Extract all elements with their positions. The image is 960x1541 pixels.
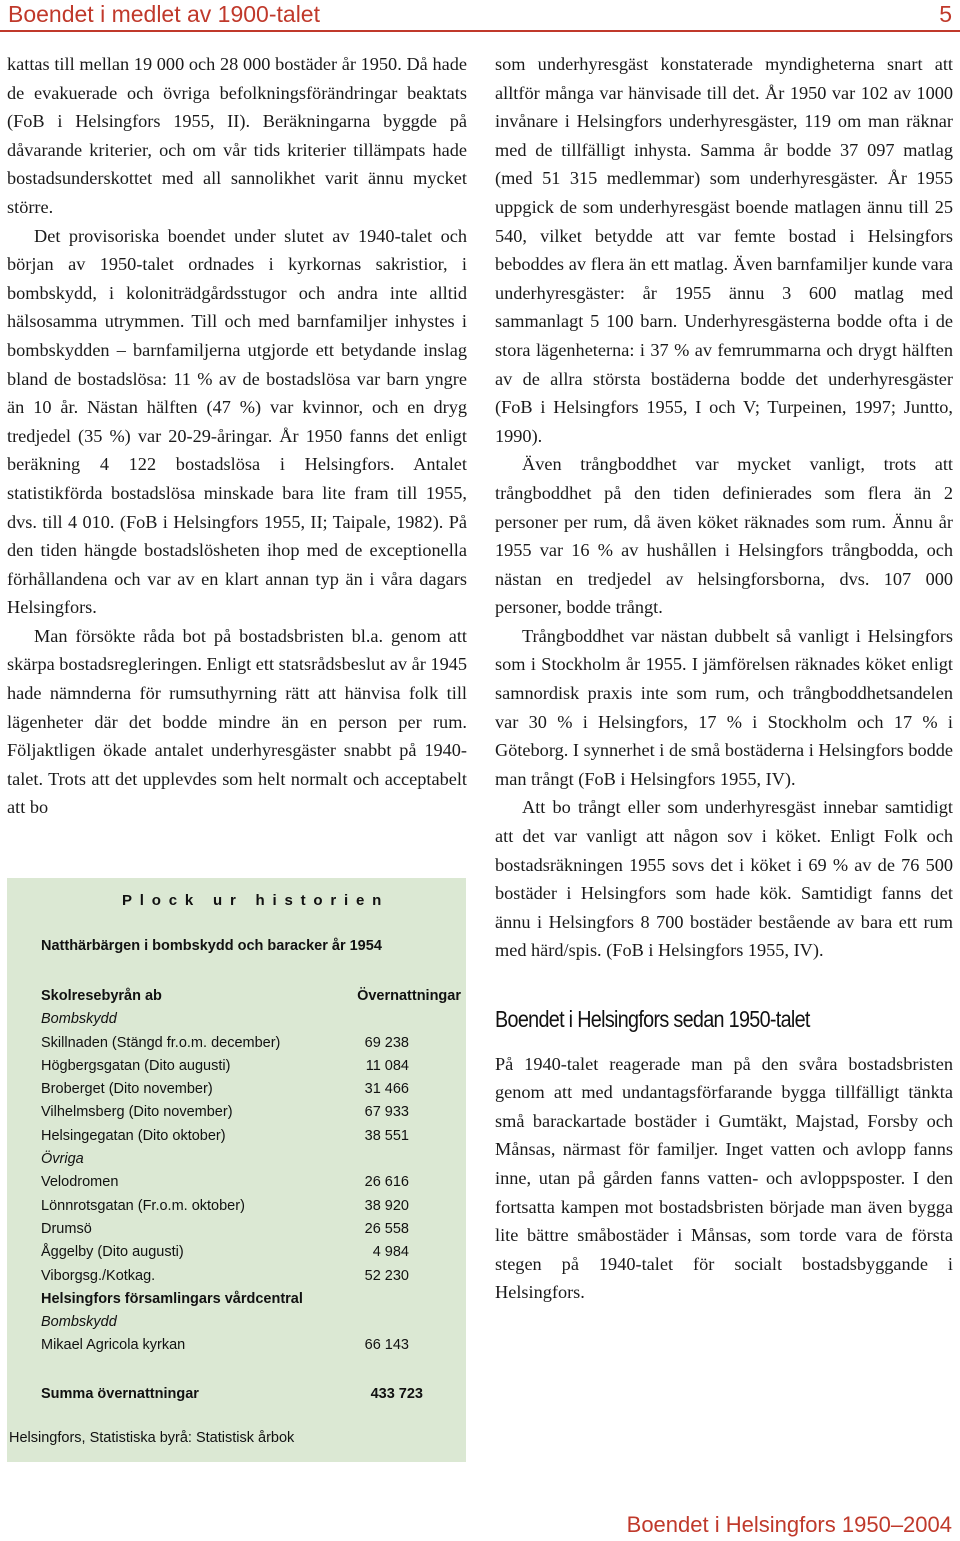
row-value: 52 230 bbox=[364, 1267, 409, 1284]
table-row bbox=[41, 1148, 461, 1171]
sidebar-title: Plock ur historien bbox=[122, 892, 390, 909]
row-label: Mikael Agricola kyrkan bbox=[41, 1337, 186, 1354]
sidebar-source: Helsingfors, Statistiska byrå: Statistisk årbok bbox=[9, 1430, 295, 1446]
row-value: 38 920 bbox=[364, 1197, 409, 1214]
paragraph: kattas till mellan 19 000 och 28 000 bostäder år 1950. Då hade de evakuerade och övriga befolkningsförändringar beaktats (FoB i Helsingfors 1955, II). Beräkningarna byggde på dåvarande kriterier, och om vår tids kriterier tillämpats hade bostadsunderskottet med all sannolikhet varit ännu mycket större. bbox=[7, 54, 467, 217]
row-label: Åggelby (Dito augusti) bbox=[41, 1244, 184, 1261]
table-row bbox=[41, 1101, 461, 1124]
paragraph: Även trångboddhet var mycket vanligt, trots att trångboddhet på den tiden definierades som flera än 2 personer per rum, då även köket räknades som rum. Ännu år 1955 var 16 % av hushållen i Helsingfors trångbodda, och nästan en tredjedel av helsingforsborna, dvs. 107 000 personer, bodde trångt. bbox=[495, 454, 953, 618]
row-label: Skillnaden (Stängd fr.o.m. december) bbox=[41, 1034, 281, 1051]
row-value: 11 084 bbox=[365, 1057, 409, 1074]
total-value: 433 723 bbox=[370, 1386, 423, 1402]
table-row bbox=[41, 1008, 461, 1031]
row-label: Broberget (Dito november) bbox=[41, 1081, 213, 1098]
left-column bbox=[7, 50, 467, 822]
row-value: 66 143 bbox=[364, 1337, 409, 1354]
row-value: 67 933 bbox=[364, 1104, 409, 1121]
table-row bbox=[41, 1032, 461, 1055]
table-header-value: Övernattningar bbox=[357, 988, 461, 1004]
row-label: Helsingegatan (Dito oktober) bbox=[41, 1127, 226, 1144]
paragraph: Det provisoriska boendet under slutet av 1940-talet och början av 1950-talet ordnades i kyrkornas sakristior, i bombskydd, i koloniträdgårdsstugor och andra inte alltid hälsosamma utrymmen. Till och med barnfamiljer inhystes i bombskydden – barnfamiljerna utgjorde ett betydande inslag bland de bostadslösa: 11 % av de bostadslösa var barn yngre än 10 år. Nästan hälften (47 %) var kvinnor, och en dryg tredjedel (35 %) var 20-29-åringar. År 1950 fanns det enligt beräkning 4 122 bostadslösa i Helsingfors. Antalet statistikförda bostadslösa minskade bara lite fram till 1955, dvs. till 4 010. (FoB i Helsingfors 1955, II; Taipale, 1982). På den tiden hängde bostadslösheten ihop med de exceptionella förhållandena och var av en klart annan typ än i våra dagars Helsingfors. bbox=[7, 225, 467, 618]
row-label: Helsingfors församlingars vårdcentral bbox=[41, 1290, 303, 1307]
sidebar-table bbox=[41, 985, 461, 1358]
table-row bbox=[41, 1241, 461, 1264]
page-header bbox=[0, 0, 960, 32]
row-value: 31 466 bbox=[364, 1081, 409, 1098]
row-value: 26 558 bbox=[364, 1220, 409, 1237]
history-sidebar bbox=[7, 878, 466, 1462]
row-label: Velodromen bbox=[41, 1174, 119, 1191]
paragraph: Trångboddhet var nästan dubbelt så vanligt i Helsingfors som i Stockholm år 1955. I jämförelsen räknades köket enligt samnordisk praxis inte som rum, och trångboddhetsandelen var 30 % i Helsingfors, 17 % i Stockholm och 17 % i Göteborg. I synnerhet i de små bostäderna i Helsingfors bodde man trångt (FoB i Helsingfors 1955, IV). bbox=[495, 625, 953, 789]
paragraph: Man försökte råda bot på bostadsbristen bl.a. genom att skärpa bostadsregleringen. Enligt ett statsrådsbeslut av år 1945 hade nämnderna för rumsuthyrning rätt att hänvisa folk till lägenheter där det bodde mindre än en person per rum. Följaktligen ökade antalet underhyresgäster snabbt på 1940-talet. Trots att det upplevdes som helt normalt och acceptabelt att bo bbox=[7, 625, 467, 818]
table-row bbox=[41, 1311, 461, 1334]
running-title: Boendet i medlet av 1900-talet bbox=[8, 1, 320, 27]
table-row bbox=[41, 1288, 461, 1311]
table-row bbox=[41, 1334, 461, 1357]
table-total-row bbox=[41, 1382, 461, 1406]
table-body bbox=[41, 1008, 461, 1357]
paragraph: Att bo trångt eller som underhyresgäst innebar samtidigt att det var vanligt att någon sov i köket. Enligt Folk och bostadsräkningen 1955 sovs det i köket i 69 % av de 76 500 bostäder i Helsingfors som hade kök. Samtidigt fanns det ännu i Helsingfors 8 700 bostäder bestående av bara ett rum med härd/spis. (FoB i Helsingfors 1955, IV). bbox=[495, 797, 953, 961]
table-header-row bbox=[41, 985, 461, 1008]
table-row bbox=[41, 1218, 461, 1241]
row-value: 38 551 bbox=[364, 1127, 409, 1144]
paragraph: På 1940-talet reagerade man på den svåra bostadsbristen genom att med undantagsförfarande bygga tillfälligt tänkta små barackartade bostäder i Gumtäkt, Majstad, Forsby och Månsas, närmast för familjer. Inget vatten och avlopp fanns inne, utan på gården fanns vatten- och avloppsposter. I den fortsatta kampen mot bostadsbristen började man även bygga lite bättre småbostäder i Månsas, som torde vara de första stegen på 1940-talet för socialt bostadsbyggande i Helsingfors. bbox=[495, 1053, 953, 1303]
row-value: 26 616 bbox=[364, 1174, 409, 1191]
row-label: Lönnrotsgatan (Fr.o.m. oktober) bbox=[41, 1197, 245, 1214]
row-label: Vilhelmsberg (Dito november) bbox=[41, 1104, 233, 1121]
right-column bbox=[495, 50, 953, 1307]
row-label: Bombskydd bbox=[41, 1011, 117, 1028]
table-row bbox=[41, 1078, 461, 1101]
page-number: 5 bbox=[939, 1, 952, 27]
row-label: Bombskydd bbox=[41, 1314, 117, 1331]
row-label: Drumsö bbox=[41, 1220, 92, 1237]
row-value: 69 238 bbox=[364, 1034, 409, 1051]
table-header-label: Skolresebyrån ab bbox=[41, 988, 162, 1004]
row-label: Viborgsg./Kotkag. bbox=[41, 1267, 156, 1284]
section-heading: Boendet i Helsingfors sedan 1950-talet bbox=[495, 1006, 810, 1032]
table-row bbox=[41, 1171, 461, 1194]
total-label: Summa övernattningar bbox=[41, 1386, 199, 1402]
paragraph: som underhyresgäst konstaterade myndigheterna snart att alltför många var hänvisade till det. År 1950 var 102 av 1000 invånare i Helsingfors underhyresgäster, 119 om man räknar med de tillfälligt inhysta. Samma år bodde 37 097 matlag (med 51 315 medlemmar) som underhyresgäster. År 1955 uppgick de som underhyresgäst boende matlagen ännu till 25 540, vilket betydde att var femte bostad i Helsingfors beboddes av flera än ett matlag. Även barnfamiljer kunde vara underhyresgäster: år 1955 ännu 3 600 matlag med sammanlagt 5 100 barn. Underhyresgästerna bodde ofta i de stora lägenheterna: i 37 % av femrummarna och drygt hälften av de allra största bostäderna bodde det underhyresgäster (FoB i Helsingfors 1955, I och V; Turpeinen, 1997; Juntto, 1990). bbox=[495, 54, 953, 446]
table-row bbox=[41, 1125, 461, 1148]
row-label: Övriga bbox=[41, 1151, 84, 1168]
row-label: Högbergsgatan (Dito augusti) bbox=[41, 1057, 231, 1074]
table-row bbox=[41, 1195, 461, 1218]
page-footer: Boendet i Helsingfors 1950–2004 bbox=[626, 1512, 952, 1537]
row-value: 4 984 bbox=[372, 1244, 409, 1261]
sidebar-subtitle: Natthärbärgen i bombskydd och baracker år 1954 bbox=[41, 938, 382, 954]
table-row bbox=[41, 1265, 461, 1288]
table-row bbox=[41, 1055, 461, 1078]
